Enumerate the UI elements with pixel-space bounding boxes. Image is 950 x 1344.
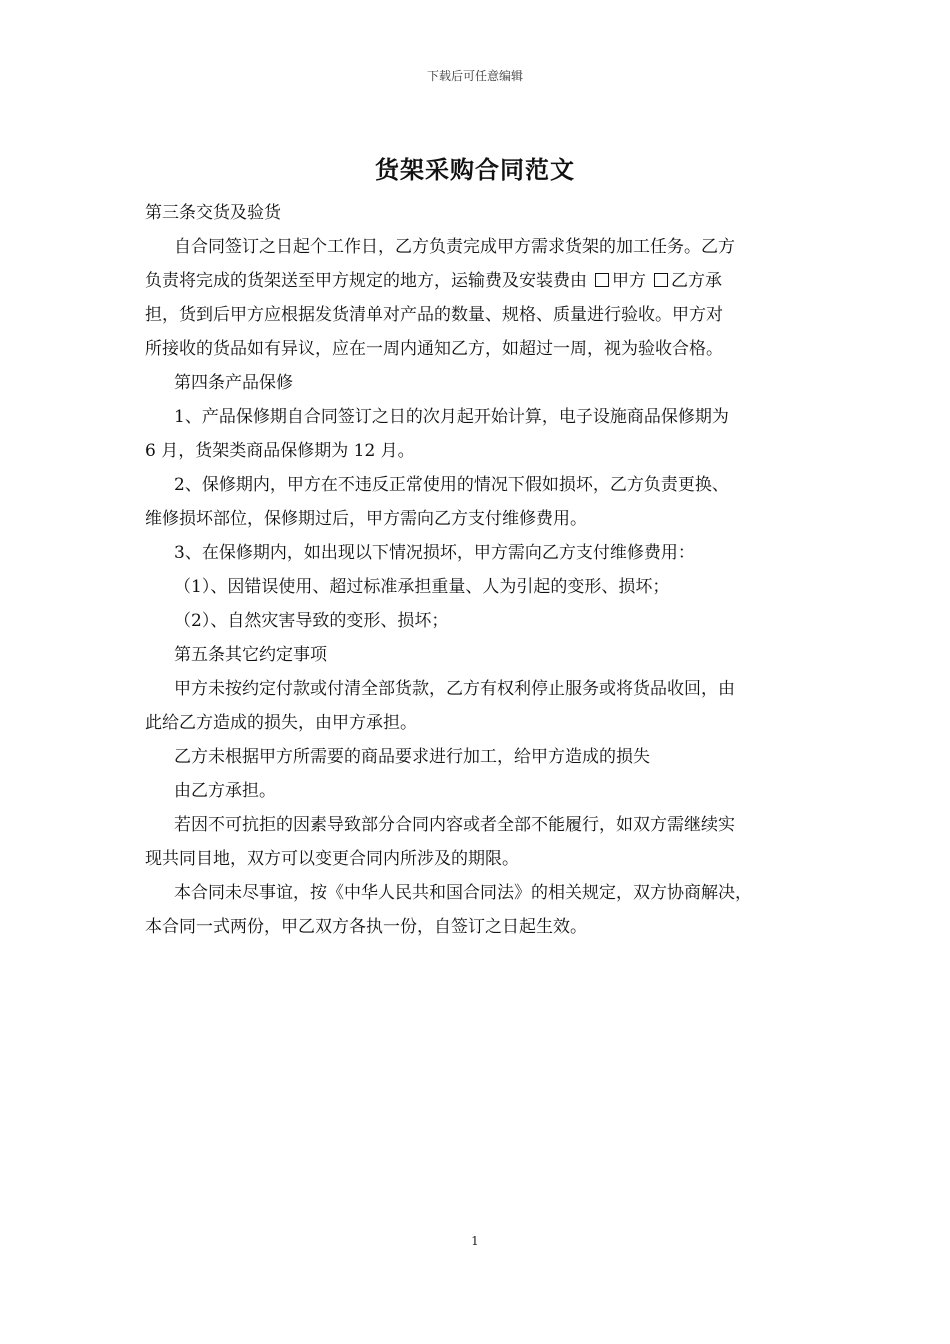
paragraph-line: 本合同未尽事谊，按《中华人民共和国合同法》的相关规定，双方协商解决，: [174, 883, 752, 903]
paragraph-line: 甲方未按约定付款或付清全部货款，乙方有权利停止服务或将货品收回，由: [174, 679, 735, 699]
list-item: （2）、自然灾害导致的变形、损坏；: [174, 611, 449, 631]
paragraph-line: 现共同目地，双方可以变更合同内所涉及的期限。: [145, 849, 519, 869]
paragraph-line: 1、产品保修期自合同签订之日的次月起开始计算，电子设施商品保修期为: [174, 407, 729, 427]
paragraph-line: 所接收的货品如有异议，应在一周内通知乙方，如超过一周，视为验收合格。: [145, 339, 723, 359]
document-body: [145, 196, 825, 944]
checkbox-party-b[interactable]: [654, 273, 668, 287]
document-title: 货架采购合同范文: [375, 155, 575, 184]
paragraph-text: 负责将完成的货架送至甲方规定的地方，运输费及安装费由: [145, 271, 587, 291]
page-header: 下载后可任意编辑: [426, 69, 523, 83]
paragraph-line-with-checkboxes: [145, 264, 825, 298]
paragraph-line: 本合同一式两份，甲乙双方各执一份，自签订之日起生效。: [145, 917, 587, 937]
list-item: （1）、因错误使用、超过标准承担重量、人为引起的变形、损坏；: [174, 577, 670, 597]
section-heading-delivery: 第三条交货及验货: [145, 203, 281, 223]
paragraph-line: 此给乙方造成的损失，由甲方承担。: [145, 713, 417, 733]
paragraph-line: 6 月，货架类商品保修期为 12 月。: [145, 441, 415, 461]
checkbox-party-a[interactable]: [595, 273, 609, 287]
section-heading-warranty: 第四条产品保修: [174, 373, 293, 393]
checkbox-label-party-b: 乙方承: [671, 271, 722, 291]
paragraph-line: 担，货到后甲方应根据发货清单对产品的数量、规格、质量进行验收。甲方对: [145, 305, 723, 325]
paragraph-line: 3、在保修期内，如出现以下情况损坏，甲方需向乙方支付维修费用：: [174, 543, 695, 563]
section-heading-other: 第五条其它约定事项: [174, 645, 327, 665]
paragraph-line: 若因不可抗拒的因素导致部分合同内容或者全部不能履行，如双方需继续实: [174, 815, 735, 835]
checkbox-label-party-a: 甲方: [612, 271, 646, 291]
paragraph-line: 自合同签订之日起个工作日，乙方负责完成甲方需求货架的加工任务。乙方: [174, 237, 735, 257]
paragraph-line: 由乙方承担。: [174, 781, 276, 801]
page-number: 1: [471, 1234, 479, 1248]
paragraph-line: 2、保修期内，甲方在不违反正常使用的情况下假如损坏，乙方负责更换、: [174, 475, 729, 495]
paragraph-line: 维修损坏部位，保修期过后，甲方需向乙方支付维修费用。: [145, 509, 587, 529]
paragraph-line: 乙方未根据甲方所需要的商品要求进行加工，给甲方造成的损失: [174, 747, 650, 767]
